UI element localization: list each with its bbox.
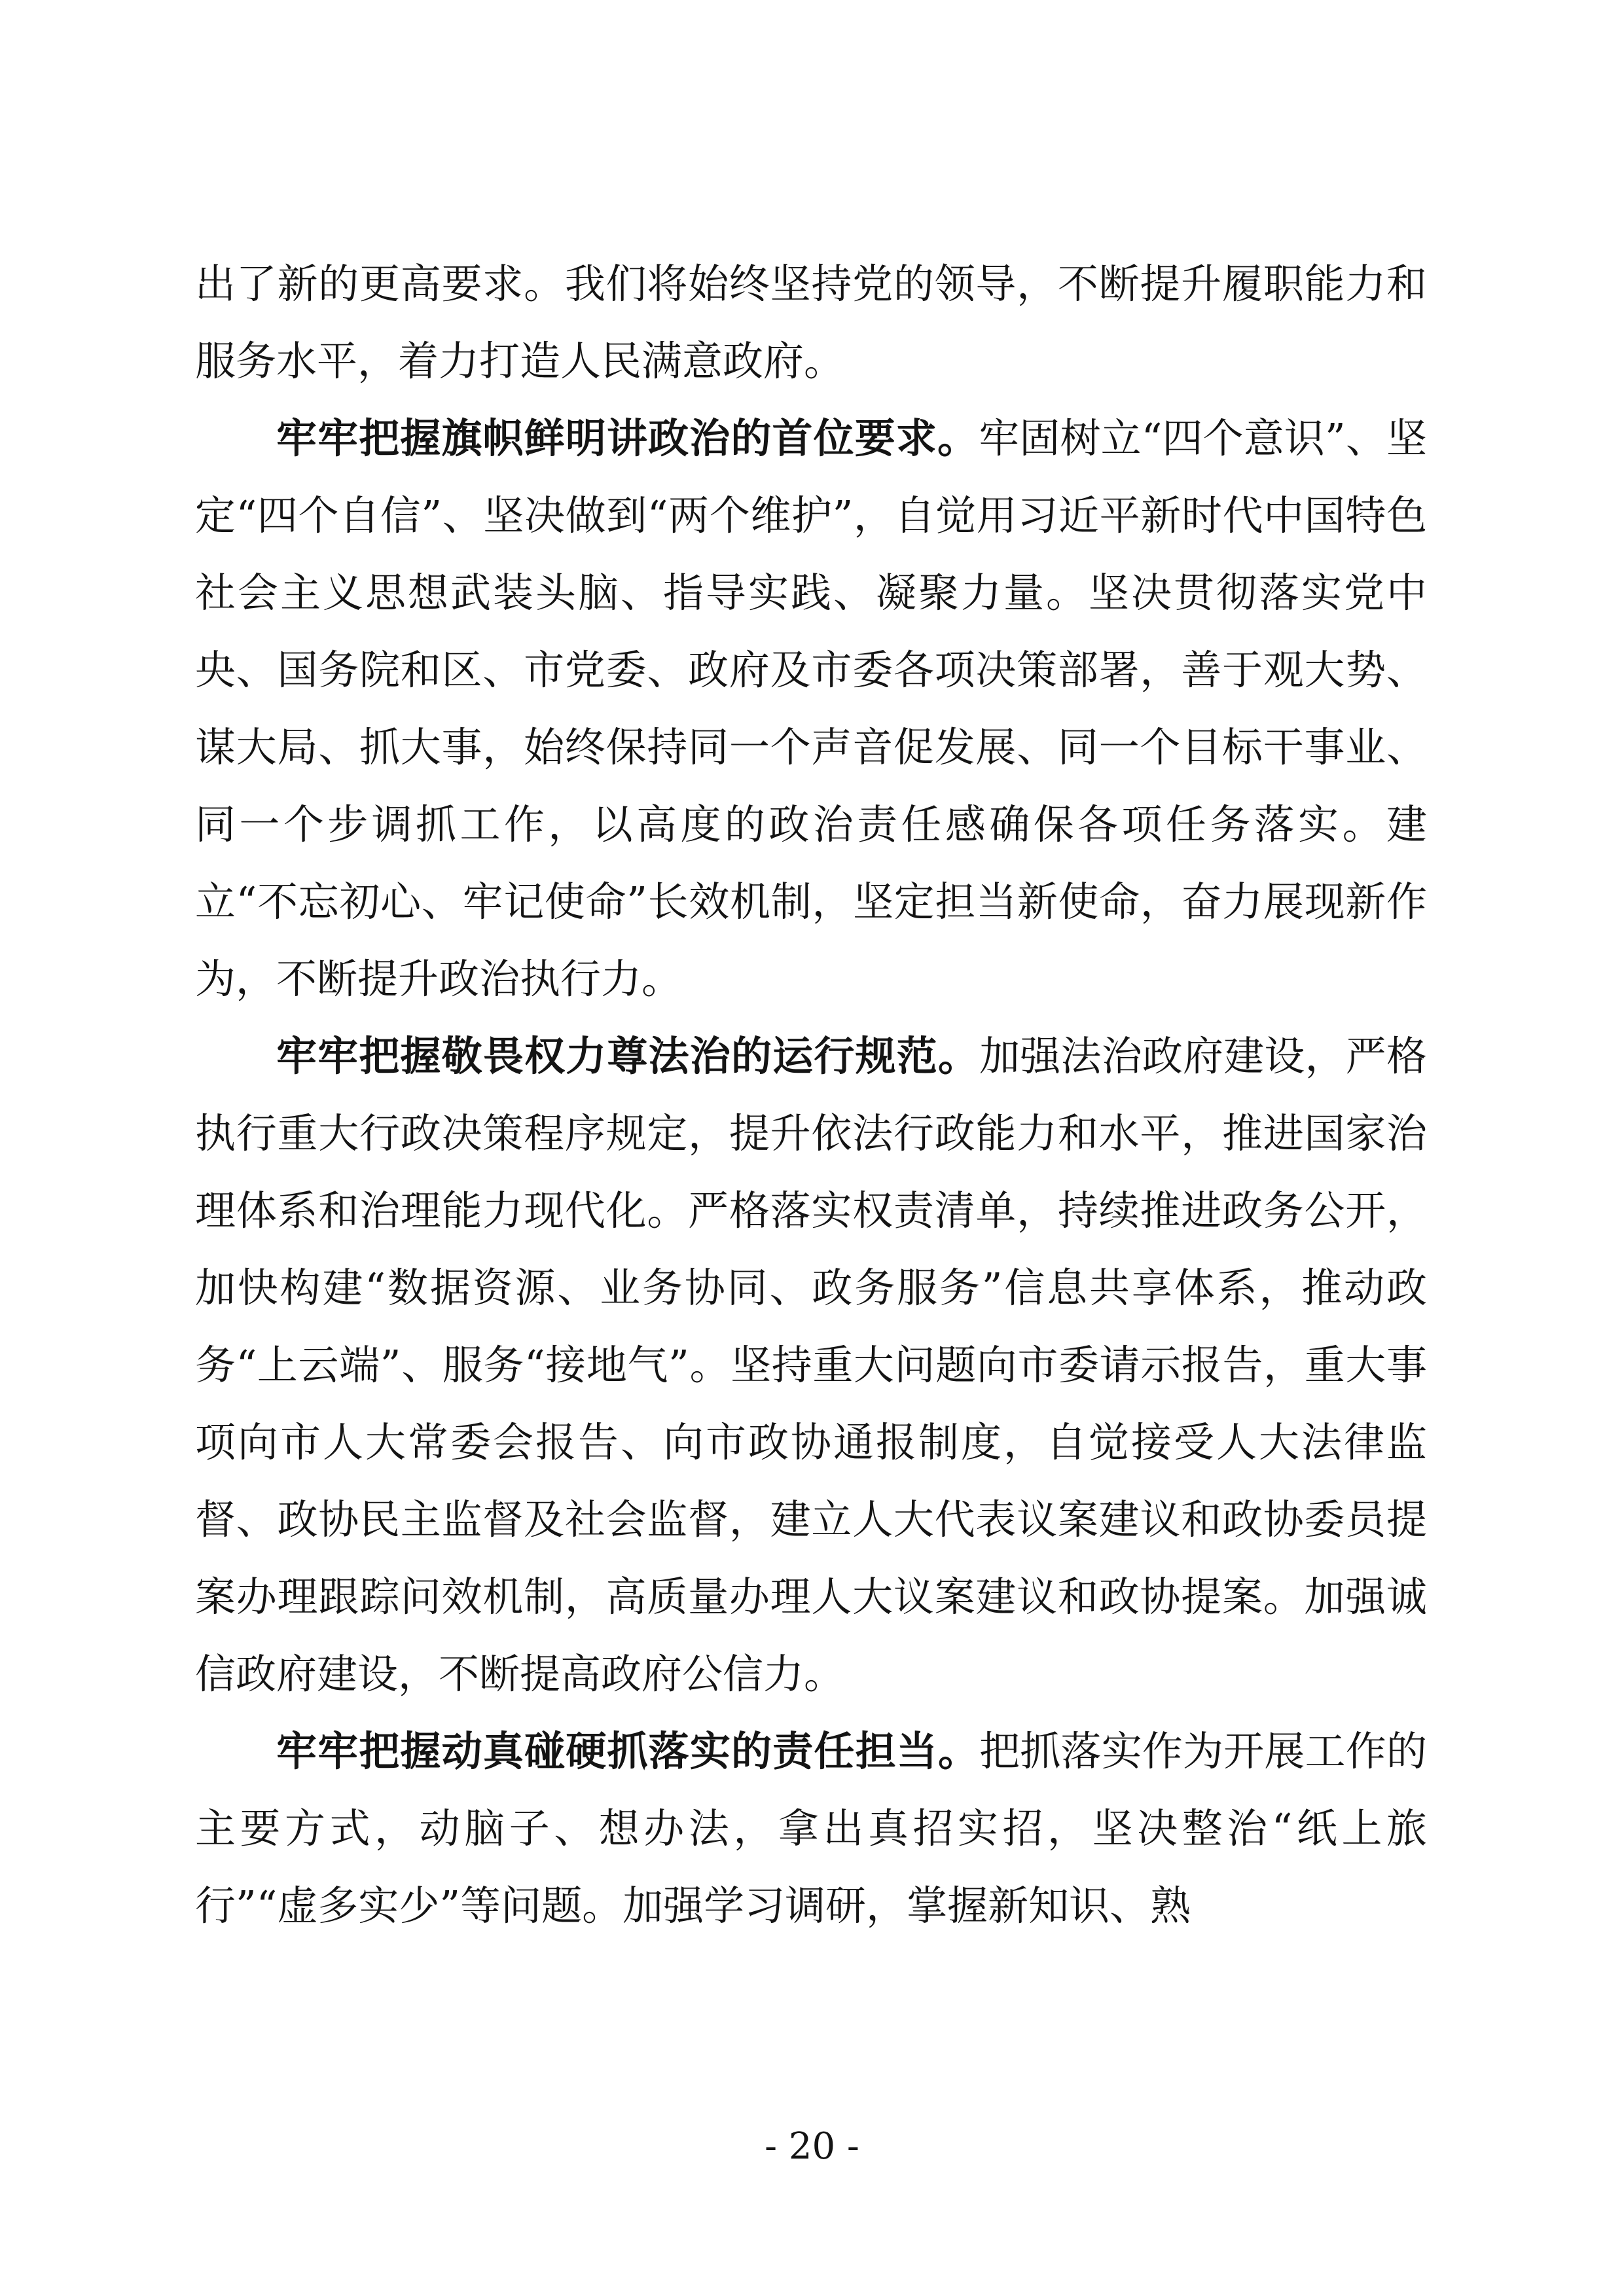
paragraph-text: 出了新的更高要求。我们将始终坚持党的领导，不断提升履职能力和服务水平，着力打造人民满意政府。 bbox=[195, 260, 1427, 385]
paragraph-heading: 牢牢把握动真碰硬抓落实的责任担当。 bbox=[276, 1727, 980, 1775]
paragraph-responsibility bbox=[195, 1713, 1427, 1945]
paragraph-text: 把抓落实作为开展工作的主要方式，动脑子、想办法，拿出真招实招，坚决整治“纸上旅行”“虚多实少”等问题。加强学习调研，掌握新知识、熟 bbox=[195, 1727, 1427, 1929]
paragraph-intro bbox=[195, 245, 1427, 400]
paragraph-text: 加强法治政府建设，严格执行重大行政决策程序规定，提升依法行政能力和水平，推进国家治理体系和治理能力现代化。严格落实权责清单，持续推进政务公开，加快构建“数据资源、业务协同、政务服务”信息共享体系，推动政务“上云端”、服务“接地气”。坚持重大问题向市委请示报告，重大事项向市人大常委会报告、向市政协通报制度，自觉接受人大法律监督、政协民主监督及社会监督，建立人大代表议案建议和政协委员提案办理跟踪问效机制，高质量办理人大议案建议和政协提案。加强诚信政府建设，不断提高政府公信力。 bbox=[195, 1032, 1427, 1698]
paragraph-heading: 牢牢把握敬畏权力尊法治的运行规范。 bbox=[276, 1032, 980, 1080]
document-body bbox=[195, 245, 1427, 1945]
paragraph-political-requirement bbox=[195, 400, 1427, 1018]
page-number: - 20 - bbox=[765, 2125, 859, 2168]
paragraph-heading: 牢牢把握旗帜鲜明讲政治的首位要求。 bbox=[276, 414, 979, 462]
paragraph-text: 牢固树立“四个意识”、坚定“四个自信”、坚决做到“两个维护”，自觉用习近平新时代中国特色社会主义思想武装头脑、指导实践、凝聚力量。坚决贯彻落实党中央、国务院和区、市党委、政府及市委各项决策部署，善于观大势、谋大局、抓大事，始终保持同一个声音促发展、同一个目标干事业、同一个步调抓工作，以高度的政治责任感确保各项任务落实。建立“不忘初心、牢记使命”长效机制，坚定担当新使命，奋力展现新作为，不断提升政治执行力。 bbox=[195, 414, 1427, 1003]
paragraph-rule-of-law bbox=[195, 1018, 1427, 1713]
